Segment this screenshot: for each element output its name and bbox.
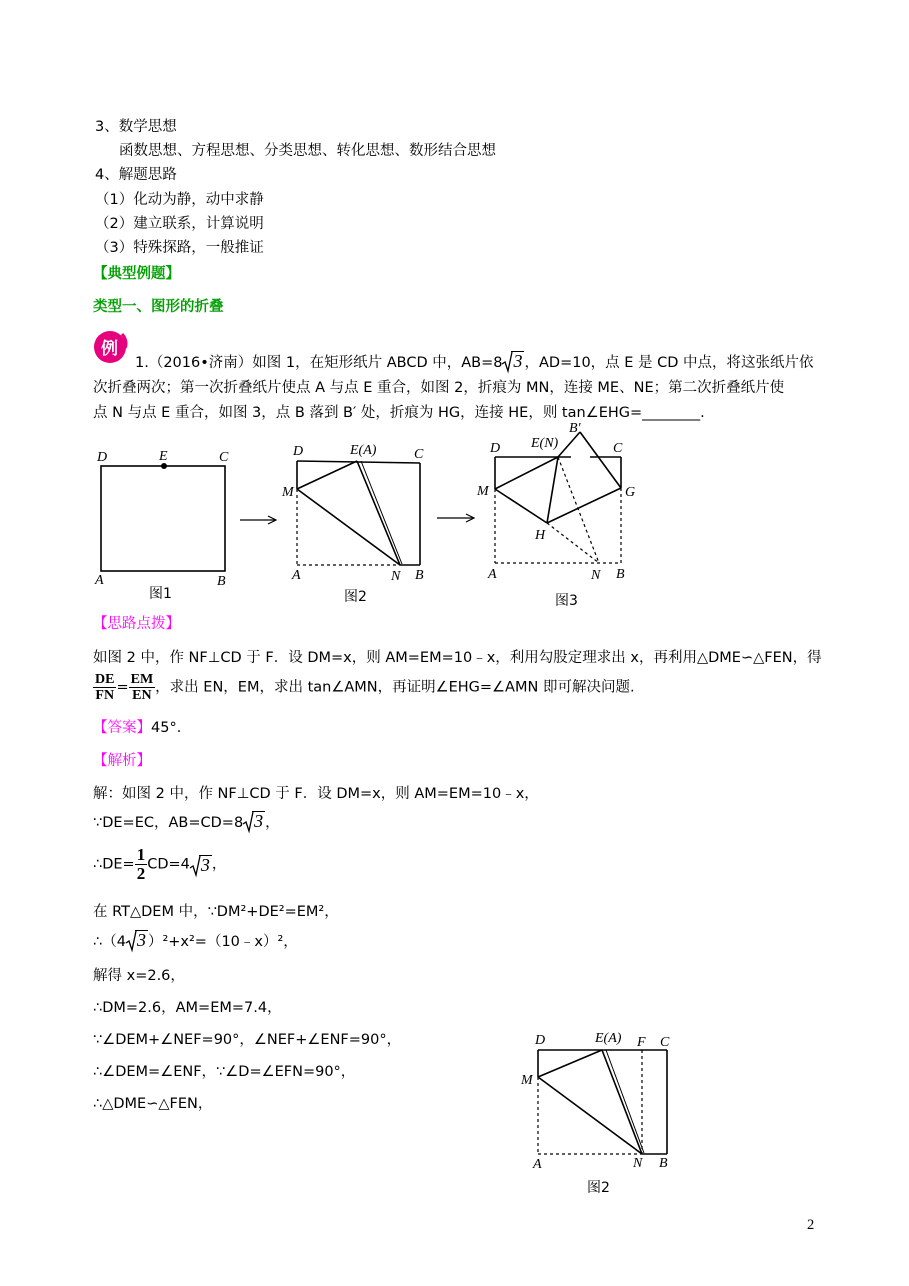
fig3-caption: 图3 — [555, 593, 578, 609]
sqrt-radicand: 3 — [513, 351, 523, 371]
problem-line-1 — [135, 351, 814, 373]
figure-2 — [281, 443, 424, 605]
example-badge-icon — [92, 328, 128, 364]
problem-text: ，AD=10，点 E 是 CD 中点，将这张纸片依 — [524, 355, 814, 371]
analysis-line: ∵DE=EC，AB=CD=8 3 ， — [93, 811, 280, 831]
fig2-label-b: B — [415, 568, 424, 583]
type-1-heading: 类型一、图形的折叠 — [93, 299, 224, 315]
fig1-label-b: B — [217, 574, 226, 589]
fig1-label-d: D — [97, 450, 108, 465]
analysis-line: ∴DM=2.6，AM=EM=7.4， — [93, 1000, 282, 1016]
arrow-1-icon — [240, 516, 276, 524]
figures-row — [85, 421, 650, 615]
fig3-label-bprime: B′ — [569, 421, 581, 436]
fig1-caption: 图1 — [149, 586, 172, 602]
hint-line-2-text: ，求出 EN，EM，求出 tan∠AMN，再证明∠EHG=∠AMN 即可解决问题. — [155, 679, 635, 696]
fig2-caption: 图2 — [344, 589, 367, 605]
fig3-label-en: E(N) — [531, 436, 559, 451]
analysis-title: 【解析】 — [93, 753, 151, 769]
fig4-caption: 图2 — [587, 1180, 610, 1196]
fig4-label-c: C — [660, 1035, 670, 1050]
analysis-line: ∵∠DEM+∠NEF=90°，∠NEF+∠ENF=90°， — [93, 1032, 402, 1048]
fig3-label-h: H — [535, 528, 546, 543]
fig4-label-m: M — [521, 1073, 533, 1088]
section-3-heading: 3、数学思想 — [95, 119, 177, 135]
fig2-label-m: M — [282, 485, 294, 500]
hint-line-2 — [93, 672, 635, 708]
section-3-content: 函数思想、方程思想、分类思想、转化思想、数形结合思想 — [119, 143, 496, 159]
analysis-line: ∴△DME∽△FEN， — [93, 1096, 213, 1112]
hint-line-1: 如图 2 中，作 NF⊥CD 于 F．设 DM=x，则 AM=EM=10﹣x，利用勾股定理求出 x，再利用△DME∽△FEN，得 — [93, 650, 822, 666]
fraction-de-fn: $\frac{DE}{FN}$ — [95, 672, 115, 703]
section-4-item: （1）化动为静，动中求静 — [95, 192, 264, 208]
fig4-label-ea: E(A) — [595, 1031, 622, 1046]
sqrt-expression — [502, 351, 524, 371]
answer-line — [93, 718, 191, 738]
fig3-label-m: M — [477, 484, 489, 499]
fig2-label-c: C — [414, 447, 424, 462]
section-4-item: （2）建立联系，计算说明 — [95, 216, 264, 232]
analysis-line: 解得 x=2.6， — [93, 968, 185, 984]
page-number: 2 — [807, 1217, 815, 1233]
typical-examples-heading: 【典型例题】 — [93, 266, 180, 282]
fig4-label-a: A — [533, 1157, 542, 1172]
hint-title: 【思路点拨】 — [93, 616, 180, 632]
fig4-label-d: D — [535, 1033, 546, 1048]
problem-line-3: 点 N 与点 E 重合，如图 3，点 B 落到 B′ 处，折痕为 HG，连接 HE，则 tan∠EHG=________. — [93, 405, 705, 421]
answer-label: 【答案】 — [93, 720, 151, 736]
section-4-heading: 4、解题思路 — [95, 167, 177, 183]
fig4-label-f: F — [637, 1035, 646, 1050]
figure-3 — [476, 421, 635, 609]
equals-sign: = — [116, 679, 129, 696]
fig2-label-a: A — [292, 568, 301, 583]
sqrt-expression: 3 — [243, 811, 265, 831]
sqrt-expression: 3 — [190, 855, 212, 875]
analysis-line: ∴（4 3 ）²+x²=（10﹣x）²， — [93, 930, 298, 950]
section-4-item: （3）特殊探路，一般推证 — [95, 240, 264, 256]
fig1-label-e: E — [159, 449, 168, 464]
arrow-2-icon — [437, 514, 474, 522]
figure-1 — [94, 449, 229, 602]
fig3-label-g: G — [625, 485, 636, 500]
analysis-line: 在 RT△DEM 中，∵DM²+DE²=EM²， — [93, 904, 339, 920]
fig2-label-n: N — [391, 569, 401, 584]
analysis-line: ∴DE= $\frac{1}{2}$ CD=4 3 ， — [93, 845, 227, 883]
analysis-line: 解：如图 2 中，作 NF⊥CD 于 F．设 DM=x，则 AM=EM=10﹣x， — [93, 786, 539, 802]
fig1-label-a: A — [95, 573, 104, 588]
fraction-em-en: $\frac{EM}{EN}$ — [130, 672, 154, 703]
fig4-label-b: B — [659, 1156, 668, 1171]
fig2-label-ea: E(A) — [350, 443, 377, 458]
problem-line-2: 次折叠两次；第一次折叠纸片使点 A 与点 E 重合，如图 2，折痕为 MN，连接 ME、NE；第二次折叠纸片使 — [93, 380, 785, 396]
fig3-label-c: C — [613, 441, 623, 456]
fig4-label-n: N — [633, 1156, 643, 1171]
analysis-line: ∴∠DEM=∠ENF，∵∠D=∠EFN=90°， — [93, 1064, 356, 1080]
fig1-label-c: C — [219, 450, 229, 465]
example-badge-label: 例 — [101, 339, 118, 359]
problem-text: 1.（2016•济南）如图 1，在矩形纸片 ABCD 中，AB=8 — [135, 355, 503, 371]
fig3-label-a: A — [488, 567, 497, 582]
answer-value: 45°． — [151, 720, 192, 736]
figure-2-with-f — [515, 1020, 685, 1200]
fig3-label-b: B — [616, 567, 625, 582]
fraction-one-half: $\frac{1}{2}$ — [136, 845, 146, 883]
sqrt-expression: 3 — [126, 930, 148, 950]
fig3-label-n: N — [591, 568, 601, 583]
fig3-label-d: D — [490, 441, 501, 456]
fig2-label-d: D — [293, 444, 304, 459]
